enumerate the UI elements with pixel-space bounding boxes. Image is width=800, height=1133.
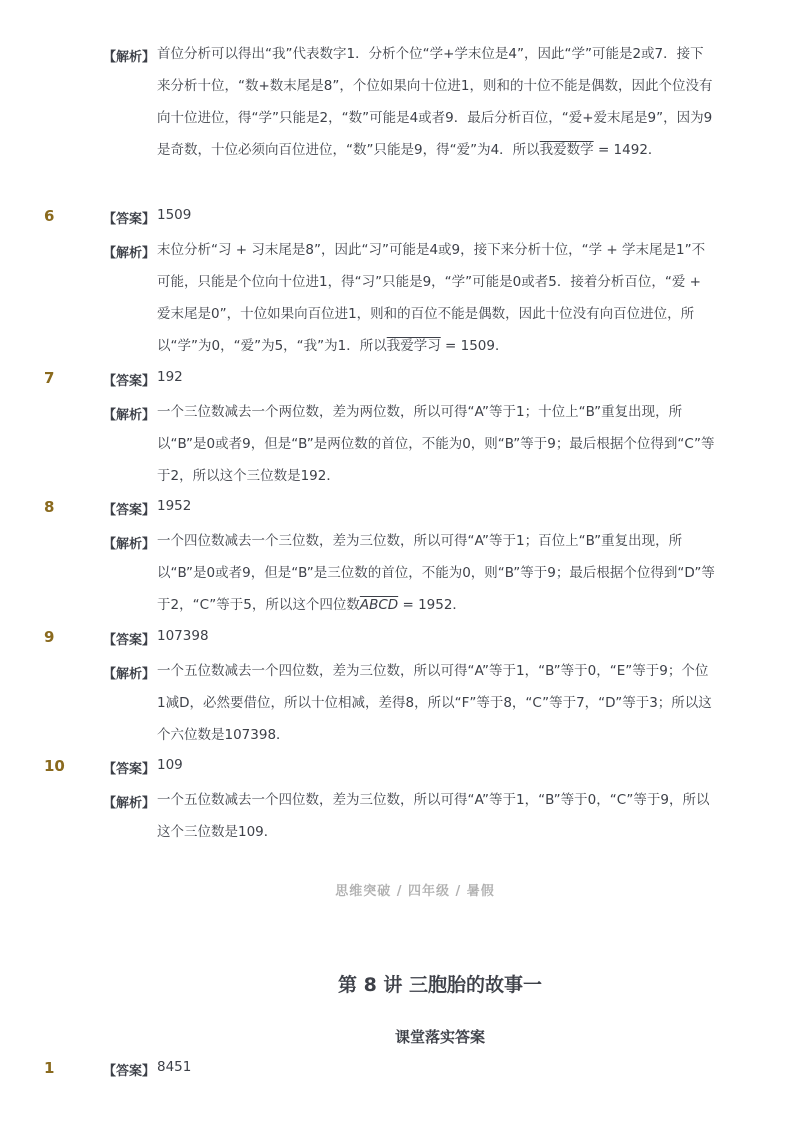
section-title: 课堂落实答案: [394, 1028, 485, 1046]
analysis-text-9: 一个五位数减去一个四位数，差为三位数，所以可得“A”等于1，“B”等于0，“E”等于9；个位1减D，必然要借位，所以十位相减，差得8，所以“F”等于8，“C”等于7，“D”等于3；所以这个六位数是107398．: [157, 663, 712, 743]
page-footer: 思维突破 / 四年级 / 暑假: [335, 884, 495, 899]
answer-tag: 【答案】: [103, 374, 156, 389]
analysis-text-10: 一个五位数减去一个四位数，差为三位数，所以可得“A”等于1，“B”等于0，“C”等于9，所以这个三位数是109．: [157, 792, 710, 840]
answer-tag: 【答案】: [103, 633, 156, 648]
analysis-tag: 【解析】: [103, 50, 156, 65]
overline-expression: 我爱数学: [539, 142, 594, 158]
analysis-tag: 【解析】: [103, 667, 156, 682]
analysis-text-7: 一个三位数减去一个两位数，差为两位数，所以可得“A”等于1；十位上“B”重复出现，所以“B”是0或者9，但是“B”是两位数的首位，不能为0，则“B”等于9；最后根据个位得到“C”等于2，所以这个三位数是192．: [157, 404, 715, 484]
answer-value: 107398: [157, 628, 209, 644]
answer-tag: 【答案】: [103, 212, 156, 227]
answer-tag: 【答案】: [103, 503, 156, 518]
answer-tag: 【答案】: [103, 1064, 156, 1079]
question-number: 6: [44, 207, 55, 225]
overline-expression: 我爱学习: [386, 338, 441, 354]
analysis-tag: 【解析】: [103, 408, 156, 423]
answer-tag: 【答案】: [103, 762, 156, 777]
question-number: 7: [44, 369, 55, 387]
analysis-tag: 【解析】: [103, 796, 156, 811]
analysis-text-6: 末位分析“习 + 习末尾是8”，因此“习”可能是4或9，接下来分析十位，“学 + 学末尾是1”不可能，只能是个位向十位进1，得“习”只能是9，“学”可能是0或者5．接着分析百位，“爱 + 爱末尾是0”，十位如果向百位进1，则和的百位不能是偶数，因此十位没有向百位进位，所以“学”为0，“爱”为5，“我”为1．所以我爱学习 = 1509．: [157, 242, 706, 354]
answer-value: 1509: [157, 207, 192, 223]
question-number: 10: [44, 757, 65, 775]
analysis-tag: 【解析】: [103, 537, 156, 552]
answer-value: 1952: [157, 498, 192, 514]
overline-expression: ABCD: [359, 597, 399, 613]
analysis-text-8: 一个四位数减去一个三位数，差为三位数，所以可得“A”等于1；百位上“B”重复出现，所以“B”是0或者9，但是“B”是三位数的首位，不能为0，则“B”等于9；最后根据个位得到“D”等于2，“C”等于5，所以这个四位数ABCD = 1952．: [157, 533, 715, 613]
question-number: 1: [44, 1059, 55, 1077]
answer-value: 192: [157, 369, 183, 385]
answer-value: 8451: [157, 1059, 192, 1075]
question-number: 8: [44, 498, 55, 516]
analysis-tag: 【解析】: [103, 246, 156, 261]
analysis-text-5: 首位分析可以得出“我”代表数字1．分析个位“学+学末位是4”，因此“学”可能是2或7．接下来分析十位，“数+数末尾是8”，个位如果向十位进1，则和的十位不能是偶数，因此个位没有向十位进位，得“学”只能是2，“数”可能是4或者9．最后分析百位，“爱+爱末尾是9”，因为9是奇数，十位必须向百位进位，“数”只能是9，得“爱”为4．所以我爱数学 = 1492．: [157, 46, 713, 158]
question-number: 9: [44, 628, 55, 646]
answer-value: 109: [157, 757, 183, 773]
lecture-title: 第 8 讲 三胞胎的故事一: [337, 974, 543, 996]
